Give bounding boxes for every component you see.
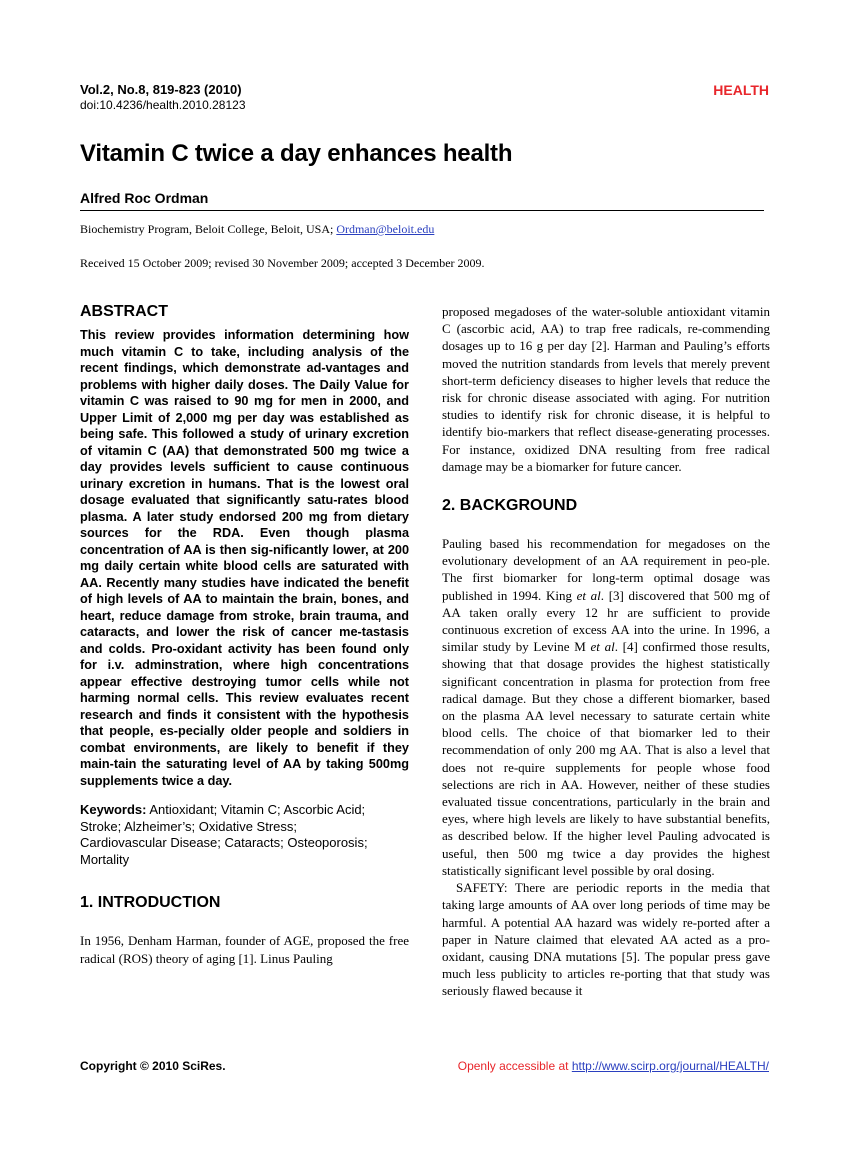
- keywords-text: Antioxidant; Vitamin C; Ascorbic Acid; Stroke; Alzheimer’s; Oxidative Stress; Cardiovascular Disease; Cataracts; Osteoporosis; Mortality: [80, 802, 368, 867]
- background-paragraph-1: [442, 535, 770, 879]
- introduction-continued: proposed megadoses of the water-soluble antioxidant vitamin C (ascorbic acid, AA) to trap free radicals, re-commending dosages up to 16 g per day [2]. Harman and Pauling’s efforts moved the nutrition standards from levels that merely prevent short-term deficiency diseases to higher levels that reduce the risk for chronic disease associated with aging. For nutrition studies to identify risk for chronic disease, it is helpful to identify bio-markers that reflect disease-generating processes. For instance, oxidized DNA resulting from free radical damage may be a biomarker for future cancer.: [442, 304, 770, 474]
- copyright-notice: Copyright © 2010 SciRes.: [80, 1059, 226, 1073]
- introduction-text: In 1956, Denham Harman, founder of AGE, proposed the free radical (ROS) theory of aging [1]. Linus Pauling: [80, 933, 409, 966]
- keywords-label: Keywords:: [80, 802, 147, 817]
- journal-url-link[interactable]: http://www.scirp.org/journal/HEALTH/: [571, 1059, 769, 1073]
- abstract-body: This review provides information determining how much vitamin C to take, including analysis of the recent findings, which demonstrate ad-vantages and problems with higher daily doses. The Daily Value for vitamin C was raised to 90 mg for men in 2000, and Upper Limit of 2,000 mg per day was established as being safe. This followed a study of urinary excretion of vitamin C (AA) that demonstrated 500 mg twice a day provides levels sufficient to cause continuous urinary excretion in humans. That is the lowest oral dosage evaluated that significantly satu-rates blood plasma. A later study endorsed 200 mg from dietary sources for the RDA. Even though plasma concentration of AA is then sig-nificantly lower, at 200 mg daily certain white blood cells are saturated with AA. Recently many studies have indicated the benefit of high levels of AA to maintain the brain, bones, and heart, reduce damage from stroke, brain trauma, and cataracts, and lower the risk of cancer me-tastasis and colds. Pro-oxidant activity has been found only for i.v. adminstration, where high concentrations appear effective destroying tumor cells while not harming normal cells. This review evaluates recent research and finds it consistent with the hypothesis that people, es-pecially older people and soldiers in combat environments, are likely to benefit if they main-tain the saturating level of AA by taking 500mg supplements twice a day.: [80, 328, 409, 788]
- background-text-b: . [3] discovered that 500 mg of AA taken orally every 12 hr are sufficient to provide continuous excretion of excess AA into the urine. In 1996, a similar study by Levine M: [442, 587, 770, 655]
- doi-line: doi:10.4236/health.2010.28123: [80, 98, 246, 112]
- keywords: [80, 802, 380, 868]
- page-title: Vitamin C twice a day enhances health: [80, 140, 513, 167]
- right-column: [442, 303, 770, 1000]
- background-heading: 2. BACKGROUND: [442, 497, 578, 515]
- author-email-link[interactable]: Ordman@beloit.edu: [336, 222, 435, 236]
- affiliation-text: Biochemistry Program, Beloit College, Beloit, USA;: [80, 222, 337, 236]
- affiliation: [80, 222, 434, 237]
- journal-info: [80, 82, 246, 113]
- volume-line: Vol.2, No.8, 819-823 (2010): [80, 82, 242, 97]
- author-name: Alfred Roc Ordman: [80, 190, 209, 206]
- section-label: HEALTH: [713, 82, 769, 98]
- abstract-heading: ABSTRACT: [80, 303, 168, 320]
- author-divider: [80, 210, 764, 211]
- open-access-text: Openly accessible at: [457, 1059, 572, 1073]
- left-column: [80, 300, 409, 967]
- et-al-2: et al: [590, 639, 615, 655]
- background-paragraph-2: SAFETY: There are periodic reports in the media that taking large amounts of AA over long periods of time may be harmful. A potential AA hazard was widely re-ported after a paper in Nature claimed that elevated AA acted as a pro-oxidant, causing DNA mutations [5]. The popular press gave much less publicity to articles re-porting that that study was seriously flawed because it: [442, 880, 770, 999]
- et-al-1: et al: [576, 587, 601, 603]
- background-text-c: . [4] confirmed those results, showing that that dosage provides the highest statistically significant concentration in plasma for protection from free radical damage. But they chose a different biomarker, based on the plasma AA level necessary to saturate certain white blood cells. The choice of that biomarker led to their recommendation of only 200 mg AA. That is also a level that does not re-quire supplements for people whose food selections are rich in AA. However, neither of these studies evaluated tissue concentrations, particularly in the brain and eyes, where high levels are likely to have substantial benefits, as described below. If the higher level Pauling advocated is useful, then 500 mg twice a day provides the highest statistically significant level possible by oral dosing.: [442, 639, 770, 878]
- received-dates: Received 15 October 2009; revised 30 November 2009; accepted 3 December 2009.: [80, 256, 485, 270]
- open-access-notice: [458, 1059, 769, 1073]
- introduction-heading: 1. INTRODUCTION: [80, 894, 221, 912]
- background-text-a: Pauling based his recommendation for megadoses on the evolutionary development of an AA requirement in peo-ple. The first biomarker for long-term optimal dosage was published in 1994. King: [442, 536, 770, 603]
